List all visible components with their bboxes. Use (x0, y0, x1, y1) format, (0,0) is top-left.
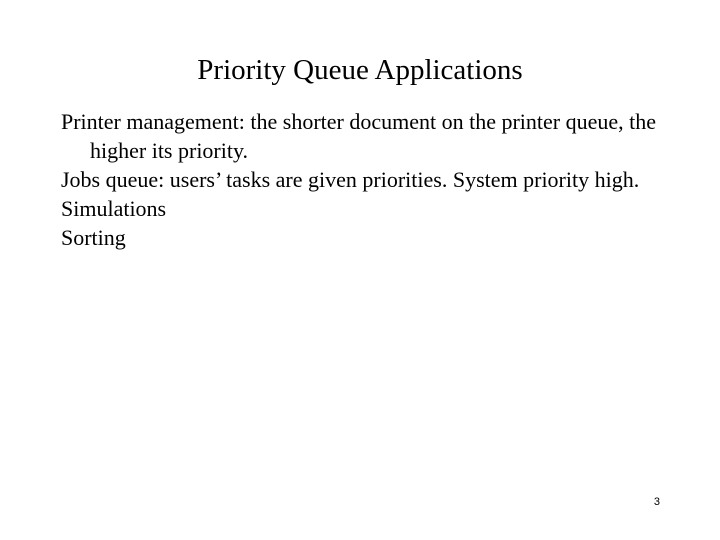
bullet-list (61, 107, 661, 252)
bullet-item-sorting: Sorting (61, 225, 126, 250)
slide-title: Priority Queue Applications (197, 54, 523, 86)
bullet-item-simulations: Simulations (61, 196, 167, 221)
bullet-item-jobs-queue: Jobs queue: users’ tasks are given priorities. System priority high. (61, 167, 640, 192)
bullet-item-printer-management: Printer management: the shorter document on the printer queue, the higher its priority. (61, 109, 657, 163)
slide-page-number: 3 (653, 496, 660, 508)
